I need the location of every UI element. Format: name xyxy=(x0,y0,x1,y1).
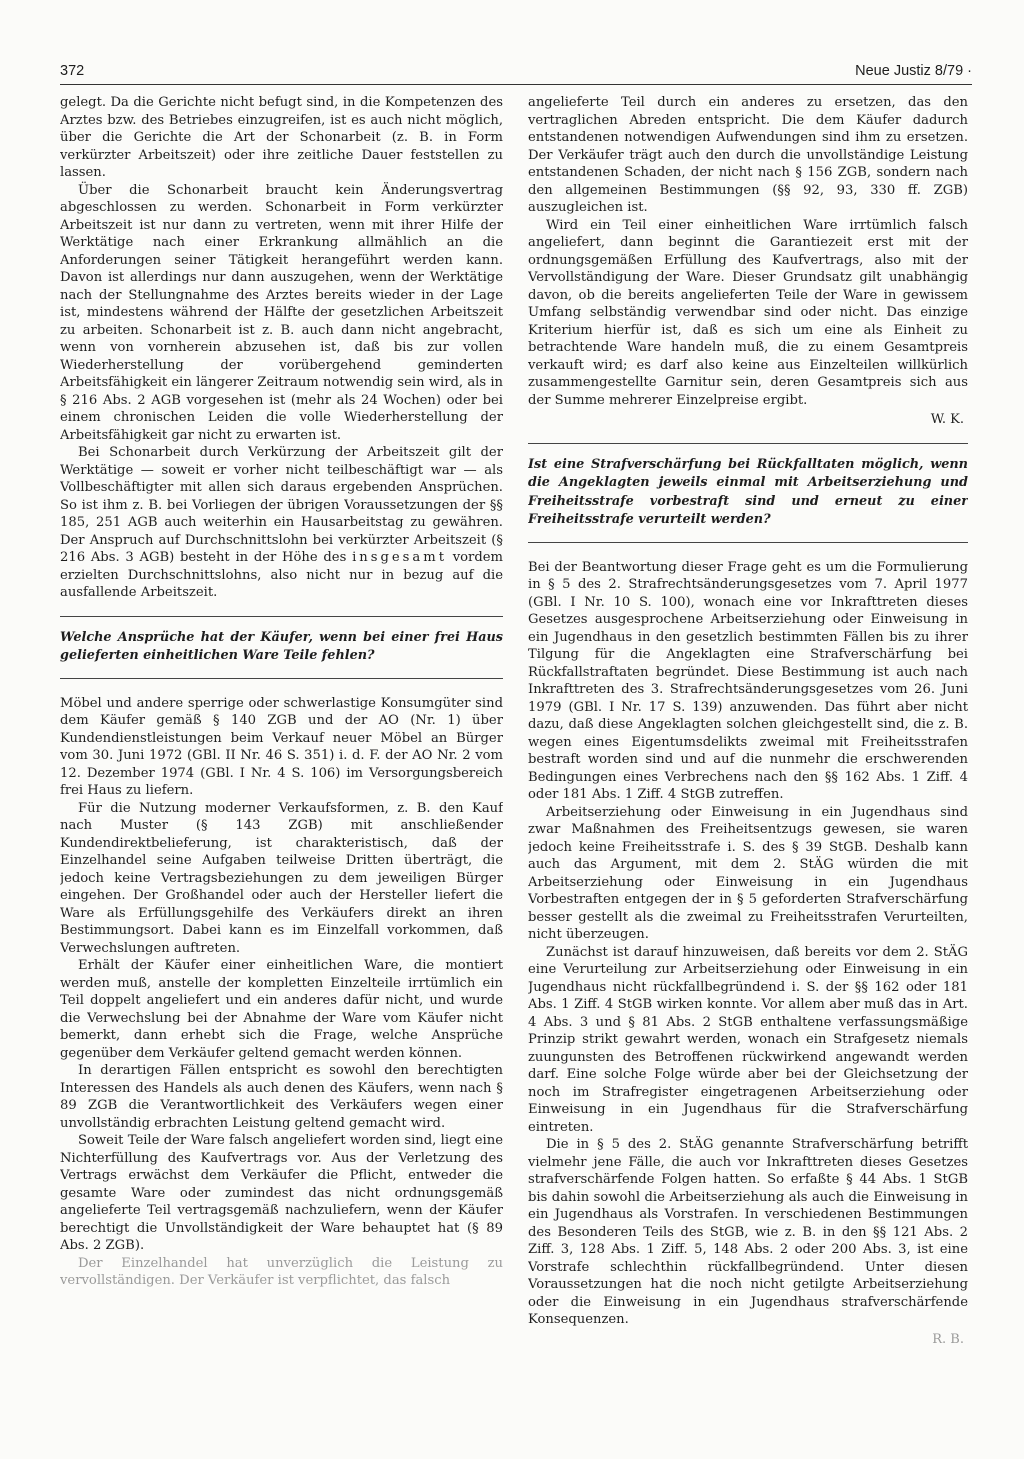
paragraph: In derartigen Fällen entspricht es sowohl den berechtigten Interessen des Handels als auch denen des Käufers, wenn nach § 89 ZGB die Verantwortlichkeit des Verkäufers wegen einer unvollständig erbrachten Leistung geltend gemacht wird. xyxy=(60,1063,503,1131)
paragraph: Über die Schonarbeit braucht kein Änderungsvertrag abgeschlossen zu werden. Schonarbeit in Form verkürzter Arbeitszeit ist nur dann zu vertreten, wenn mit ihrer Hilfe der Werktätige nach einer Erkrankung allmählich an die Anforderungen seiner Tätigkeit herangeführt werden kann. Davon ist allerdings nur dann auszugehen, wenn der Werktätige nach der Stellungnahme des Arztes bereits wieder in der Lage ist, mindestens während der Hälfte der gesetzlichen Arbeitszeit zu arbeiten. Schonarbeit ist z. B. auch dann nicht angebracht, wenn von vornherein abzusehen ist, daß bis zur vollen Wiederherstellung der vorübergehend geminderten Arbeitsfähigkeit ein längerer Zeitraum notwendig sein wird, als in § 216 Abs. 2 AGB vorgesehen ist (mehr als 24 Wochen) oder bei einem chronischen Leiden die volle Wiederherstellung der Arbeitsfähigkeit gar nicht zu erwarten ist. xyxy=(60,182,503,443)
paragraph: Der Einzelhandel hat unverzüglich die Leistung zu vervollständigen. Der Verkäufer ist verpflichtet, das falsch xyxy=(60,1255,503,1288)
paragraph: Arbeitserziehung oder Einweisung in ein Jugendhaus sind zwar Maßnahmen des Freiheitsentzugs gewesen, sie waren jedoch keine Freiheitsstrafe i. S. des § 39 StGB. Deshalb kann auch das Argument, mit dem 2. StÄG würden die mit Arbeitserziehung oder Einweisung in ein Jugendhaus Vorbestraften entgegen der in § 5 geforderten Strafverschärfung besser gestellt als die zweimal zu Freiheitsstrafen Verurteilten, nicht überzeugen. xyxy=(528,804,968,942)
paragraph: Bei der Beantwortung dieser Frage geht es um die Formulierung in § 5 des 2. Strafrechtsänderungsgesetzes vom 7. April 1977 (GBl. I Nr. 10 S. 100), wonach eine vor Inkrafttreten dieses Gesetzes ausgesprochene Arbeitserziehung oder Einweisung in ein Jugendhaus in den gesetzlich bestimmten Fällen bis zu ihrer Tilgung für die Angeklagten eine Strafverschärfung bei Rückfallstraftaten begründet. Diese Bestimmung ist auch nach Inkrafttreten des 3. Strafrechtsänderungsgesetzes vom 26. Juni 1979 (GBl. I Nr. 17 S. 139) anzuwenden. Das führt aber nicht dazu, daß diese Angeklagten solchen gleichgestellt sind, die z. B. wegen eines Eigentumsdelikts zweimal mit Freiheitsstrafen bestraft worden sind und auf die nunmehr die erschwerenden Bedingungen eines Verbrechens nach den §§ 162 Abs. 1 Ziff. 4 oder 181 Abs. 1 Ziff. 4 StGB zutreffen. xyxy=(528,559,968,802)
question-heading: Welche Ansprüche hat der Käufer, wenn bei einer frei Haus gelieferten einheitlichen Ware Teile fehlen? xyxy=(60,629,503,663)
paragraph: Für die Nutzung moderner Verkaufsformen, z. B. den Kauf nach Muster (§ 143 ZGB) mit anschließender Kundendirektbelieferung, ist charakteristisch, daß der Einzelhandel seine Aufgaben teilweise Dritten überträgt, die jedoch keine Vertragsbeziehungen zu dem jeweiligen Bürger eingehen. Der Großhandel oder auch der Hersteller liefert die Ware als Erfüllungsgehilfe des Verkäufers direkt an ihren Bestimmungsort. Dabei kann es im Einzelfall vorkommen, daß Verwechslungen auftreten. xyxy=(60,800,503,956)
paragraph: Die in § 5 des 2. StÄG genannte Strafverschärfung betrifft vielmehr jene Fälle, die auch vor Inkrafttreten dieses Gesetzes strafverschärfende Folgen hatten. So erfaßte § 44 Abs. 1 StGB bis dahin sowohl die Arbeitserziehung als auch die Einweisung in ein Jugendhaus als Vorstrafen. In verschiedenen Bestimmungen des Besonderen Teils des StGB, wie z. B. in den §§ 121 Abs. 2 Ziff. 3, 128 Abs. 1 Ziff. 5, 148 Abs. 2 oder 200 Abs. 3, ist eine Vorstrafe schlechthin rückfallbegründend. Unter diesen Voraussetzungen hat die noch nicht getilgte Arbeitserziehung oder die Einweisung in ein Jugendhaus strafverschärfende Konsequenzen. xyxy=(528,1137,968,1327)
journal-title: Neue Justiz 8/79 · xyxy=(855,63,972,79)
emphasis: insgesamt xyxy=(352,550,447,565)
paragraph: Erhält der Käufer einer einheitlichen Ware, die montiert werden muß, anstelle der kompletten Einzelteile irrtümlich ein Teil doppelt angeliefert und ein anderes dafür nicht, und wurde die Verwechslung bei der Abnahme der Ware vom Käufer nicht bemerkt, dann erhebt sich die Frage, welche Ansprüche gegenüber dem Verkäufer geltend gemacht werden können. xyxy=(60,958,503,1061)
paragraph: gelegt. Da die Gerichte nicht befugt sind, in die Kompetenzen des Arztes bzw. des Betriebes einzugreifen, ist es auch nicht möglich, über die Gerichte die Art der Schonarbeit (z. B. in Form verkürzter Arbeitszeit) oder ihre zeitliche Dauer feststellen zu lassen. xyxy=(60,95,503,180)
section-divider xyxy=(60,616,503,617)
author-initials: R. B. xyxy=(932,1331,964,1347)
paragraph: Möbel und andere sperrige oder schwerlastige Konsumgüter sind dem Käufer gemäß § 140 ZGB und der AO (Nr. 1) über Kundendienstleistungen beim Verkauf neuer Möbel an Bürger vom 30. Juni 1972 (GBl. II Nr. 46 S. 351) i. d. F. der AO Nr. 2 vom 12. Dezember 1974 (GBl. I Nr. 4 S. 106) im Versorgungsbereich frei Haus zu liefern. xyxy=(60,695,503,798)
paragraph: Soweit Teile der Ware falsch angeliefert worden sind, liegt eine Nichterfüllung des Kaufvertrags vor. Aus der Verletzung des Vertrags erwächst dem Verkäufer die Pflicht, entweder die gesamte Ware oder zumindest das nicht ordnungsgemäß angelieferte Teil vertragsgemäß nachzuliefern, wenn der Käufer berechtigt die Unvollständigkeit der Ware behauptet hat (§ 89 Abs. 2 ZGB). xyxy=(60,1133,503,1253)
section-divider xyxy=(528,443,968,444)
section-divider xyxy=(60,678,503,679)
left-column xyxy=(60,94,503,1419)
paragraph-text: vordem erzielten Durchschnittslohns, also nicht nur in bezug auf die ausfallende Arbeitszeit. xyxy=(60,550,503,600)
page-header xyxy=(60,60,972,85)
paragraph: angelieferte Teil durch ein anderes zu ersetzen, das den vertraglichen Abreden entspricht. Die dem Käufer dadurch entstandenen notwendigen Aufwendungen sind ihm zu ersetzen. Der Verkäufer trägt auch den durch die unvollständige Leistung entstandenen Schaden, der nicht nach § 156 ZGB, sondern nach den allgemeinen Bestimmungen (§§ 92, 93, 330 ff. ZGB) auszugleichen ist. xyxy=(528,95,968,215)
paragraph: Wird ein Teil einer einheitlichen Ware irrtümlich falsch angeliefert, dann beginnt die Garantiezeit erst mit der ordnungsgemäßen Erfüllung des Kaufvertrags, also mit der Vervollständigung der Ware. Dieser Grundsatz gilt unabhängig davon, ob die bereits angelieferten Teile der Ware in gewissem Umfang selbständig verwendbar sind oder nicht. Das einzige Kriterium hierfür ist, daß es sich um eine als Einheit zu betrachtende Ware handeln muß, die zu einem Gesamtpreis verkauft wird; es darf also keine aus Einzelteilen willkürlich zusammengestellte Garnitur sein, deren Gesamtpreis sich aus der Summe mehrerer Einzelpreise ergibt. xyxy=(528,217,968,408)
page-number: 372 xyxy=(60,63,85,79)
right-column xyxy=(528,94,968,1419)
paragraph: Zunächst ist darauf hinzuweisen, daß bereits vor dem 2. StÄG eine Verurteilung zur Arbeitserziehung oder Einweisung in ein Jugendhaus nicht rückfallbegründend i. S. der §§ 162 oder 181 Abs. 1 Ziff. 4 StGB wirken konnte. Vor allem aber muß das in Art. 4 Abs. 3 und § 81 Abs. 2 StGB enthaltene verfassungsmäßige Prinzip strikt gewahrt werden, wonach ein Strafgesetz niemals zuungunsten des Betroffenen rückwirkend angewandt werden darf. Eine solche Folge würde aber bei der Gleichsetzung der noch im Strafregister eingetragenen Arbeitserziehung oder Einweisung in ein Jugendhaus für die Strafverschärfung eintreten. xyxy=(528,944,968,1135)
question-heading: Ist eine Strafverschärfung bei Rückfalltaten möglich, wenn die Angeklagten jeweils einmal mit Arbeitserziehung und Freiheitsstrafe vorbestraft sind und erneut zu einer Freiheitsstrafe verurteilt werden? xyxy=(528,456,968,527)
author-initials: W. K. xyxy=(930,412,964,427)
paragraph xyxy=(60,444,503,602)
section-divider xyxy=(528,542,968,543)
paragraph-text: Bei Schonarbeit durch Verkürzung der Arbeitszeit gilt der Werktätige — soweit er vorher nicht teilbeschäftigt war — als Vollbeschäftigter mit allen sich daraus ergebenden Ansprüchen. So ist ihm z. B. bei Vorliegen der übrigen Voraussetzungen der §§ 185, 251 AGB auch weiterhin ein Hausarbeitstag zu gewähren. Der Anspruch auf Durchschnittslohn bei verkürzter Arbeitszeit (§ 216 Abs. 3 AGB) besteht in der Höhe des xyxy=(60,445,503,565)
